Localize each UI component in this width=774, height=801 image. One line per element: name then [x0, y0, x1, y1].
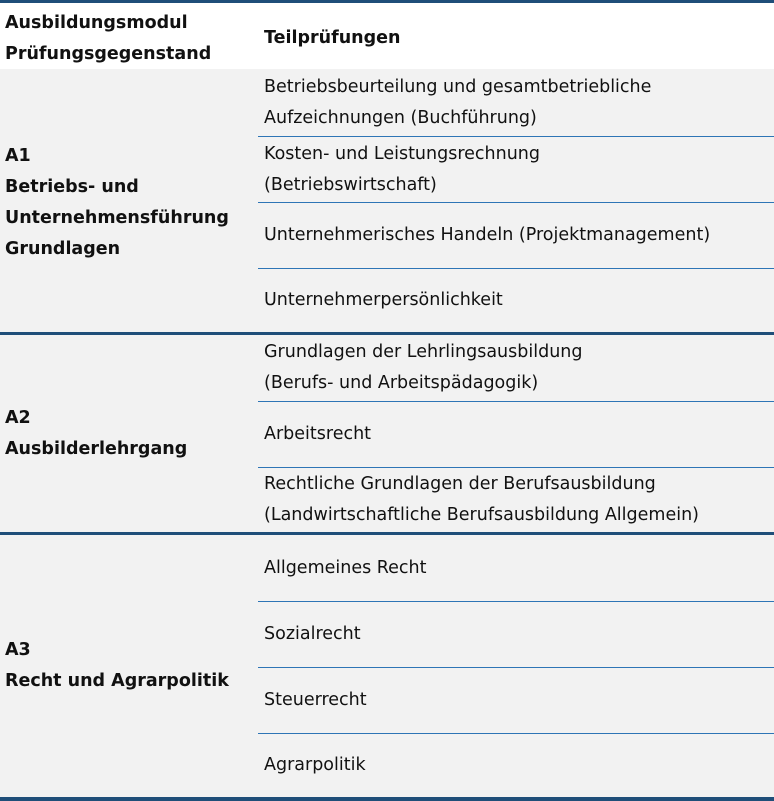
module-name-line: Ausbilderlehrgang: [5, 439, 188, 459]
exam-item-line: Betriebsbeurteilung und gesamtbetriebliche: [264, 76, 652, 97]
header-subject-label: Prüfungsgegenstand: [5, 44, 212, 64]
module-name-line: Unternehmensführung: [5, 208, 229, 228]
header-exams-label: Teilprüfungen: [264, 28, 401, 48]
module-group-a1: [0, 69, 774, 332]
exam-item-line: Sozialrecht: [264, 624, 361, 644]
module-code: A1: [5, 146, 31, 166]
exam-item: [258, 734, 774, 797]
exam-item-line: (Landwirtschaftliche Berufsausbildung Allgemein): [264, 505, 699, 525]
module-title-a1: [5, 141, 229, 265]
exam-item: [258, 402, 774, 468]
exam-item: [258, 137, 774, 203]
exam-item: [258, 335, 774, 402]
exam-item-line: Aufzeichnungen (Buchführung): [264, 107, 537, 128]
exam-item: [258, 468, 774, 532]
exam-item: [258, 203, 774, 269]
exam-item-line: Unternehmerpersönlichkeit: [264, 290, 503, 310]
table-header: [0, 3, 774, 72]
module-group-a2: [0, 332, 774, 532]
module-code: A2: [5, 408, 31, 428]
exam-item: [258, 535, 774, 602]
header-module-label: Ausbildungsmodul: [5, 13, 188, 33]
module-code: A3: [5, 640, 31, 660]
exam-item-line: (Betriebswirtschaft): [264, 174, 437, 195]
exam-item-line: Steuerrecht: [264, 690, 367, 710]
exam-item: [258, 602, 774, 668]
exam-item-line: Grundlagen der Lehrlingsausbildung: [264, 342, 583, 362]
module-group-a3: [0, 532, 774, 797]
exam-item-line: (Berufs- und Arbeitspädagogik): [264, 373, 539, 393]
exam-item-line: Kosten- und Leistungsrechnung: [264, 143, 541, 164]
module-name-line: Grundlagen: [5, 239, 121, 259]
exam-item-line: Unternehmerisches Handeln (Projektmanagement): [264, 225, 711, 245]
module-title-a2: [5, 403, 187, 465]
exam-item-line: Agrarpolitik: [264, 755, 366, 775]
module-title-a3: [5, 635, 229, 697]
exam-item: [258, 269, 774, 332]
module-name-line: Betriebs- und: [5, 177, 139, 197]
module-name-line: Recht und Agrarpolitik: [5, 671, 229, 691]
exam-item: [258, 69, 774, 137]
exam-item-line: Allgemeines Recht: [264, 557, 427, 578]
header-module-column: [5, 8, 211, 70]
exam-item: [258, 668, 774, 734]
exam-item-line: Arbeitsrecht: [264, 424, 372, 444]
exam-item-line: Rechtliche Grundlagen der Berufsausbildung: [264, 474, 656, 494]
